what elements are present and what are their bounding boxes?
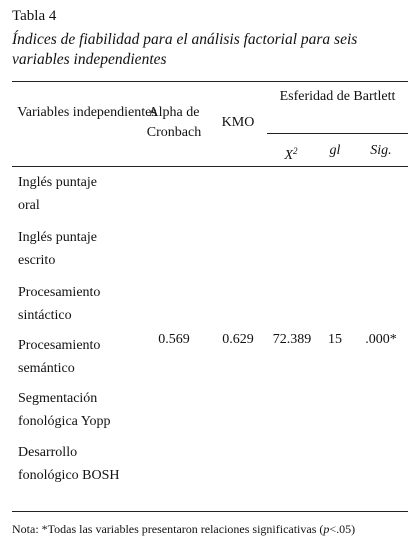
table-caption: Índices de fiabilidad para el análisis factorial para seis variables independientes [12,31,358,68]
value-kmo: 0.629 [222,332,254,347]
bartlett-subrule [267,133,408,134]
note-p: p [323,522,330,536]
row-label: Segmentación fonológica Yopp [18,391,111,429]
header-sig: Sig. [370,143,392,158]
value-chi-square: 72.389 [272,332,312,347]
header-chi-square [271,141,311,166]
bottom-rule [12,511,408,512]
header-variables: Variables independientes [17,105,157,120]
value-sig: .000* [365,332,397,347]
row-label: Inglés puntaje oral [18,175,97,213]
header-rule [12,166,408,167]
note-threshold: <.05) [329,522,356,536]
chi-square-exponent: 2 [293,146,298,156]
note-text: Nota: *Todas las variables presentaron relaciones significativas ( [12,522,324,536]
table-number: Tabla 4 [12,8,57,24]
row-label: Procesamiento semántico [18,338,101,376]
row-label: Procesamiento sintáctico [18,285,101,323]
chi-square-symbol: X [284,148,294,163]
value-alpha: 0.569 [158,332,190,347]
top-rule [12,81,408,82]
header-kmo: KMO [221,115,255,130]
header-gl: gl [329,143,341,158]
row-label: Inglés puntaje escrito [18,230,97,268]
value-gl: 15 [328,332,342,347]
row-label: Desarrollo fonológico BOSH [18,445,120,483]
header-alpha: Alpha de Cronbach [146,105,202,140]
header-bartlett: Esferidad de Bartlett [279,89,396,104]
table-note [12,522,355,537]
